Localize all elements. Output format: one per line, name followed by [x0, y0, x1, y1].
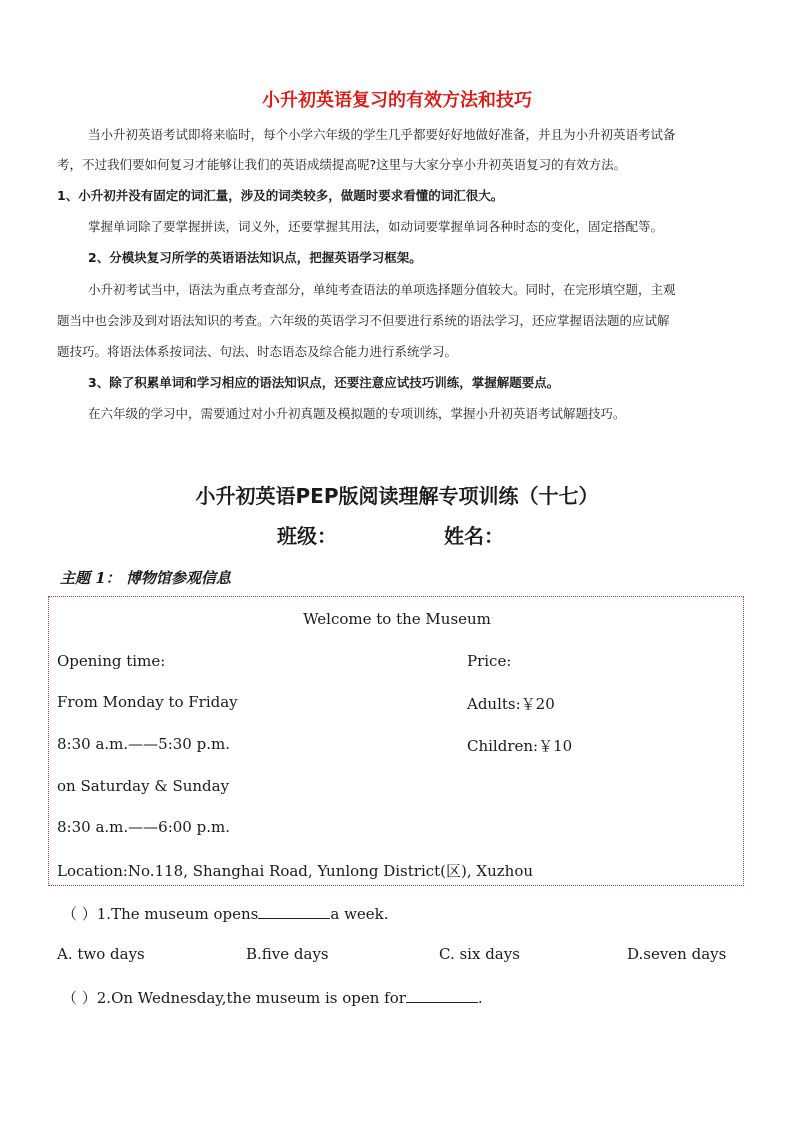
point-1-heading: 1、小升初并没有固定的词汇量，涉及的词类较多，做题时要求看懂的词汇很大。 [57, 188, 504, 203]
point-2-body-2: 题当中也会涉及到对语法知识的考查。六年级的英语学习不但要进行系统的语法学习，还应掌握语法题的应试解 [57, 313, 670, 328]
notice-heading: Welcome to the Museum [303, 610, 491, 628]
children-price: Children:￥10 [467, 737, 573, 755]
point-2-body-1: 小升初考试当中，语法为重点考查部分，单纯考查语法的单项选择题分值较大。同时，在完形填空题，主观 [88, 282, 676, 297]
worksheet-title: 小升初英语PEP版阅读理解专项训练（十七） [195, 484, 599, 508]
weekday-label: From Monday to Friday [57, 693, 238, 711]
class-label: 班级： [277, 524, 337, 548]
question-2-suffix: . [477, 989, 483, 1007]
intro-line-2: 考，不过我们要如何复习才能够让我们的英语成绩提高呢?这里与大家分享小升初英语复习的有效方法。 [57, 157, 627, 172]
point-3-heading: 3、除了积累单词和学习相应的语法知识点，还要注意应试技巧训练，掌握解题要点。 [88, 375, 560, 390]
article-title: 小升初英语复习的有效方法和技巧 [262, 90, 532, 111]
intro-line-1: 当小升初英语考试即将来临时，每个小学六年级的学生几乎都要好好地做好准备，并且为小升初英语考试备 [88, 127, 676, 142]
location-text: Location:No.118, Shanghai Road, Yunlong District(区), Xuzhou [57, 862, 534, 880]
q1-option-d[interactable]: D.seven days [627, 945, 727, 963]
theme-label: 主题 1： 博物馆参观信息 [60, 569, 231, 587]
weekend-label: on Saturday & Sunday [57, 777, 230, 795]
q1-option-a[interactable]: A. two days [57, 945, 145, 963]
name-label: 姓名： [444, 524, 504, 548]
point-1-body: 掌握单词除了要掌握拼读，词义外，还要掌握其用法，如动词要掌握单词各种时态的变化，固定搭配等。 [88, 219, 664, 234]
question-1-suffix: a week. [330, 905, 389, 923]
question-2-blank[interactable] [406, 988, 478, 1003]
point-3-body: 在六年级的学习中，需要通过对小升初真题及模拟题的专项训练，掌握小升初英语考试解题技巧。 [88, 406, 626, 421]
question-1-prefix: （ ）1.The museum opens [62, 905, 259, 923]
opening-time-label: Opening time: [57, 652, 166, 670]
q1-option-c[interactable]: C. six days [439, 945, 520, 963]
point-2-heading: 2、分模块复习所学的英语语法知识点，把握英语学习框架。 [88, 250, 422, 265]
point-2-body-3: 题技巧。将语法体系按词法、句法、时态语态及综合能力进行系统学习。 [57, 344, 458, 359]
question-1-blank[interactable] [258, 904, 330, 919]
weekend-hours: 8:30 a.m.——6:00 p.m. [57, 818, 230, 836]
question-2-prefix: （ ）2.On Wednesday,the museum is open for [62, 989, 406, 1007]
weekday-hours: 8:30 a.m.——5:30 p.m. [57, 735, 230, 753]
price-label: Price: [467, 652, 512, 670]
adults-price: Adults:￥20 [467, 695, 555, 713]
q1-option-b[interactable]: B.five days [246, 945, 329, 963]
question-2 [62, 987, 483, 1008]
question-1 [62, 903, 389, 924]
